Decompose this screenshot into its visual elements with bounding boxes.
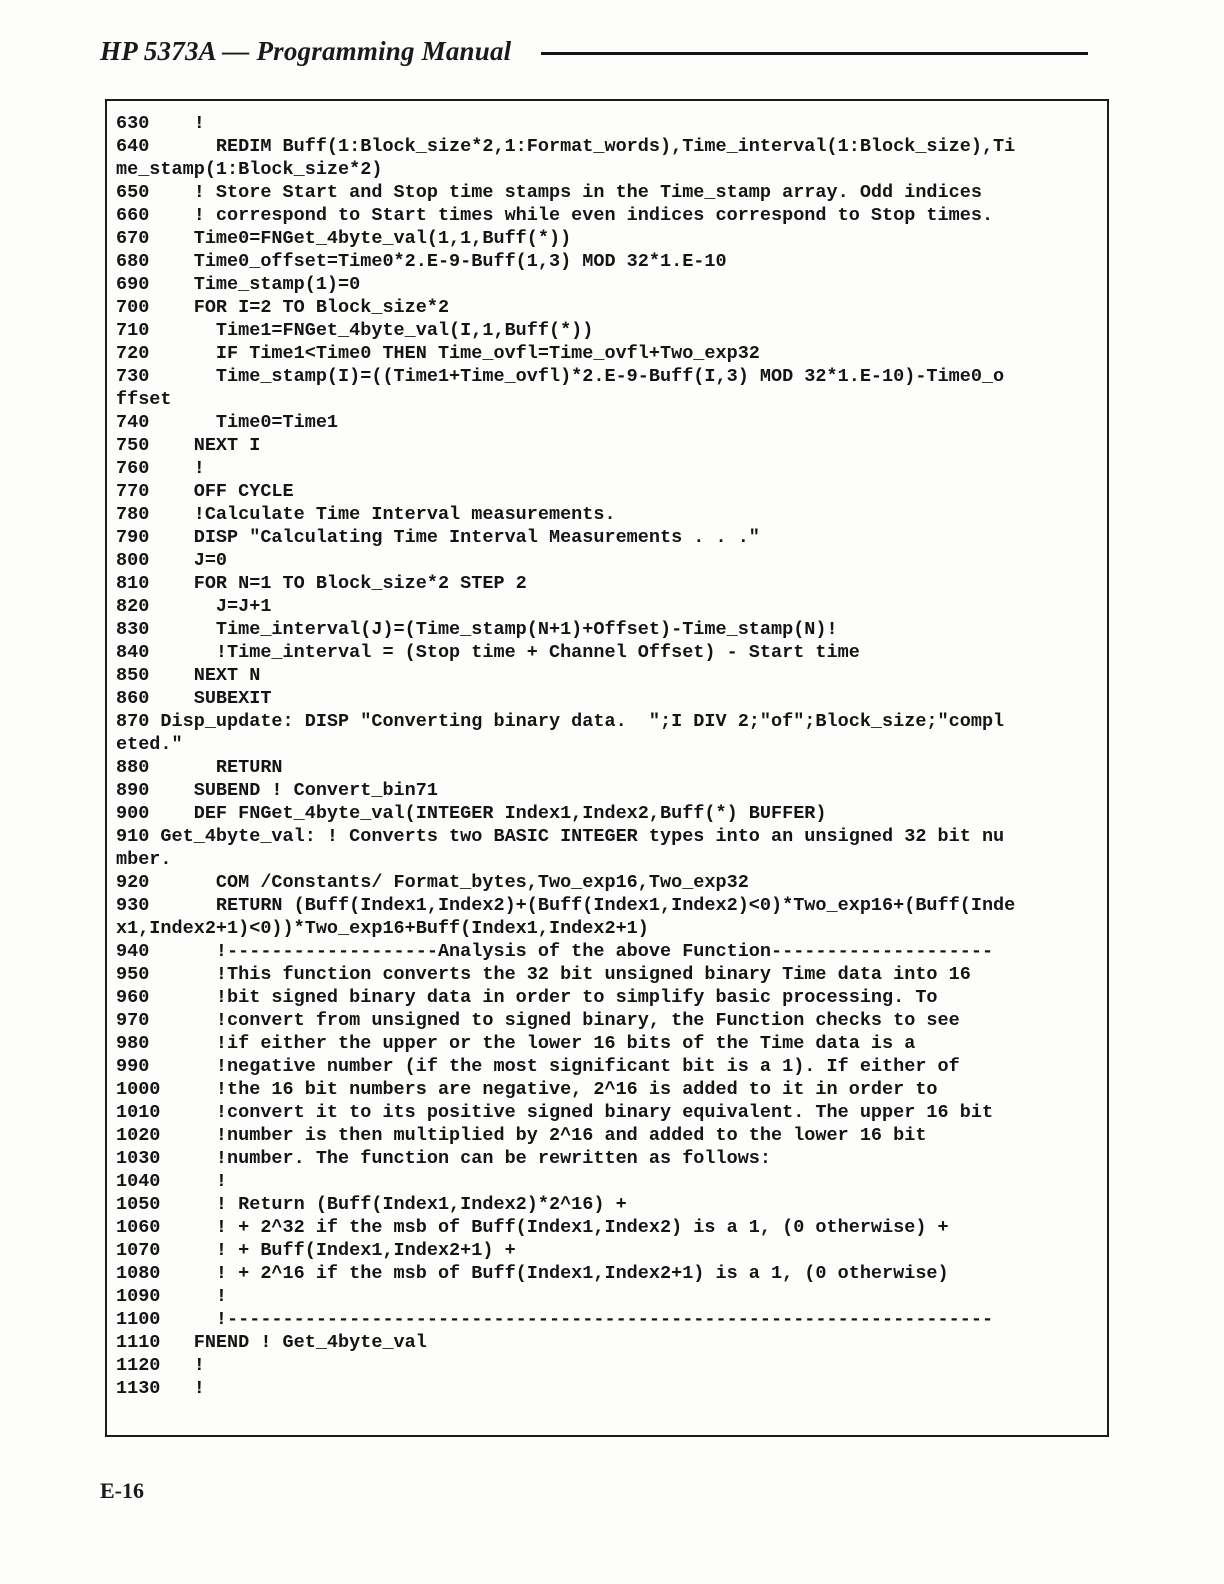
code-line: 800 J=0: [116, 550, 228, 571]
code-line: 950 !This function converts the 32 bit unsigned binary Time data into 16: [116, 964, 971, 985]
code-line: 1000 !the 16 bit numbers are negative, 2^16 is added to it in order to: [116, 1079, 938, 1100]
page-number: E-16: [100, 1478, 144, 1503]
code-line: 1030 !number. The function can be rewritten as follows:: [116, 1148, 772, 1169]
code-line: 840 !Time_interval = (Stop time + Channel Offset) - Start time: [116, 642, 860, 663]
code-listing-box: [105, 99, 1109, 1437]
code-line: 690 Time_stamp(1)=0: [116, 274, 361, 295]
code-line: 940 !-------------------Analysis of the above Function--------------------: [116, 941, 994, 962]
code-line: 1130 !: [116, 1378, 205, 1399]
code-line: 640 REDIM Buff(1:Block_size*2,1:Format_words),Time_interval(1:Block_size),Ti: [116, 136, 1016, 157]
code-line: 1100 !---------------------------------------------------------------------: [116, 1309, 994, 1330]
code-line: 1010 !convert it to its positive signed binary equivalent. The upper 16 bit: [116, 1102, 994, 1123]
code-line: 920 COM /Constants/ Format_bytes,Two_exp16,Two_exp32: [116, 872, 749, 893]
code-line: 700 FOR I=2 TO Block_size*2: [116, 297, 450, 318]
code-line: 630 !: [116, 113, 205, 134]
code-line: 1040 !: [116, 1171, 228, 1192]
code-line: 960 !bit signed binary data in order to simplify basic processing. To: [116, 987, 938, 1008]
code-line: 850 NEXT N: [116, 665, 261, 686]
code-line: 660 ! correspond to Start times while even indices correspond to Stop times.: [116, 205, 994, 226]
code-line: 740 Time0=Time1: [116, 412, 339, 433]
code-line: 860 SUBEXIT: [116, 688, 272, 709]
code-line: 710 Time1=FNGet_4byte_val(I,1,Buff(*)): [116, 320, 594, 341]
code-line: 760 !: [116, 458, 205, 479]
code-line: 650 ! Store Start and Stop time stamps in the Time_stamp array. Odd indices: [116, 182, 982, 203]
code-line: 880 RETURN: [116, 757, 283, 778]
code-line: 780 !Calculate Time Interval measurements.: [116, 504, 616, 525]
code-line: 670 Time0=FNGet_4byte_val(1,1,Buff(*)): [116, 228, 572, 249]
code-line: eted.": [116, 734, 183, 755]
code-line: x1,Index2+1)<0))*Two_exp16+Buff(Index1,Index2+1): [116, 918, 649, 939]
header-rule: [541, 52, 1088, 55]
code-line: 1120 !: [116, 1355, 205, 1376]
code-line: 680 Time0_offset=Time0*2.E-9-Buff(1,3) MOD 32*1.E-10: [116, 251, 727, 272]
code-line: 720 IF Time1<Time0 THEN Time_ovfl=Time_ovfl+Two_exp32: [116, 343, 760, 364]
code-line: mber.: [116, 849, 172, 870]
page-header: [100, 36, 1088, 67]
code-line: me_stamp(1:Block_size*2): [116, 159, 383, 180]
code-line: 1080 ! + 2^16 if the msb of Buff(Index1,Index2+1) is a 1, (0 otherwise): [116, 1263, 949, 1284]
code-line: 900 DEF FNGet_4byte_val(INTEGER Index1,Index2,Buff(*) BUFFER): [116, 803, 827, 824]
code-line: 870 Disp_update: DISP "Converting binary data. ";I DIV 2;"of";Block_size;"compl: [116, 711, 1005, 732]
code-line: 1050 ! Return (Buff(Index1,Index2)*2^16) +: [116, 1194, 627, 1215]
code-listing: [107, 101, 1107, 1400]
code-line: 980 !if either the upper or the lower 16 bits of the Time data is a: [116, 1033, 916, 1054]
code-line: 1070 ! + Buff(Index1,Index2+1) +: [116, 1240, 516, 1261]
code-line: 730 Time_stamp(I)=((Time1+Time_ovfl)*2.E-9-Buff(I,3) MOD 32*1.E-10)-Time0_o: [116, 366, 1005, 387]
code-line: 830 Time_interval(J)=(Time_stamp(N+1)+Offset)-Time_stamp(N)!: [116, 619, 838, 640]
code-line: 1110 FNEND ! Get_4byte_val: [116, 1332, 427, 1353]
code-line: 930 RETURN (Buff(Index1,Index2)+(Buff(Index1,Index2)<0)*Two_exp16+(Buff(Inde: [116, 895, 1016, 916]
code-line: 1060 ! + 2^32 if the msb of Buff(Index1,Index2) is a 1, (0 otherwise) +: [116, 1217, 949, 1238]
code-line: 750 NEXT I: [116, 435, 261, 456]
code-line: 1090 !: [116, 1286, 228, 1307]
code-line: 810 FOR N=1 TO Block_size*2 STEP 2: [116, 573, 527, 594]
code-line: 890 SUBEND ! Convert_bin71: [116, 780, 438, 801]
code-line: 990 !negative number (if the most significant bit is a 1). If either of: [116, 1056, 960, 1077]
code-line: 790 DISP "Calculating Time Interval Measurements . . .": [116, 527, 760, 548]
code-line: 770 OFF CYCLE: [116, 481, 294, 502]
code-line: ffset: [116, 389, 172, 410]
code-line: 910 Get_4byte_val: ! Converts two BASIC INTEGER types into an unsigned 32 bit nu: [116, 826, 1005, 847]
code-line: 970 !convert from unsigned to signed binary, the Function checks to see: [116, 1010, 960, 1031]
page-title: HP 5373A — Programming Manual: [100, 36, 512, 66]
code-line: 820 J=J+1: [116, 596, 272, 617]
code-line: 1020 !number is then multiplied by 2^16 and added to the lower 16 bit: [116, 1125, 927, 1146]
